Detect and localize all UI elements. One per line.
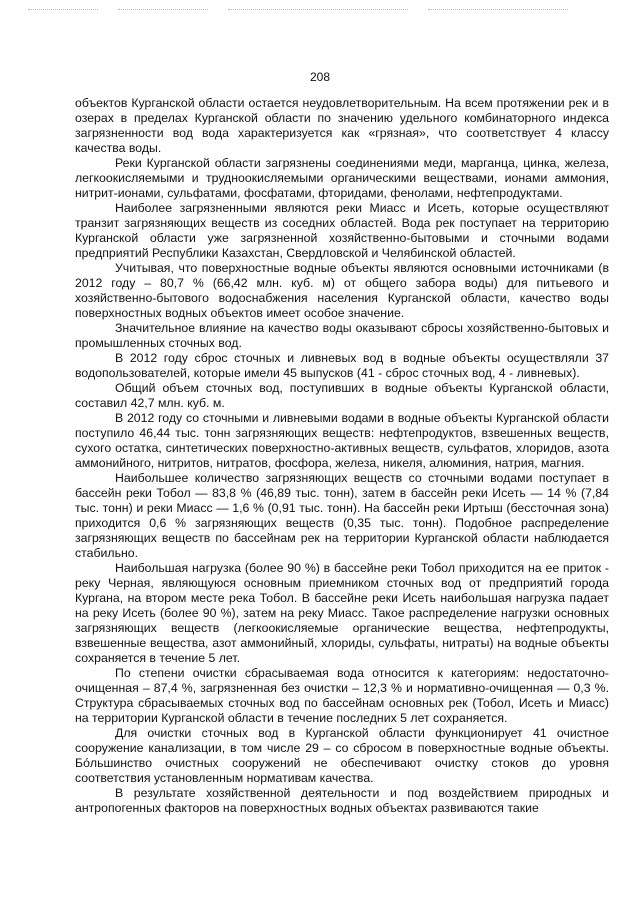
paragraph: В 2012 году сброс сточных и ливневых вод в водные объекты осуществляли 37 водопользователей, которые имели 45 выпусков (41 - сброс сточных вод, 4 - ливневых). [75, 351, 609, 380]
scan-artifact-line [118, 9, 208, 10]
paragraph: Для очистки сточных вод в Курганской области функционирует 41 очистное сооружение канализации, в том числе 29 – со сбросом в поверхностные водные объекты. Бóльшинство очистных сооружений не обеспечивают очистку стоков до уровня соответствия установленным нормативам качества. [75, 726, 609, 785]
paragraph: объектов Курганской области остается неудовлетворительным. На всем протяжении рек и в озерах в пределах Курганской области по значению удельного комбинаторного индекса загрязненности вод вода характеризуется как «грязная», что соответствует 4 классу качества воды. [75, 96, 609, 155]
text-body [75, 96, 609, 816]
paragraph: Общий объем сточных вод, поступивших в водные объекты Курганской области, составил 42,7 млн. куб. м. [75, 381, 609, 410]
page-number: 208 [309, 70, 331, 84]
paragraph: Наиболее загрязненными являются реки Миасс и Исеть, которые осуществляют транзит загрязняющих веществ из соседних областей. Вода рек поступает на территорию Курганской области уже загрязненной хозяйственно-бытовыми и сточными водами предприятий Республики Казахстан, Свердловской и Челябинской областей. [75, 201, 609, 260]
paragraph: Наибольшая нагрузка (более 90 %) в бассейне реки Тобол приходится на ее приток - реку Черная, являющуюся основным приемником сточных вод от предприятий города Кургана, на втором месте река Тобол. В бассейне реки Исеть наибольшая нагрузка падает на реку Исеть (более 90 %), затем на реку Миасс. Такое распределение нагрузки основных загрязняющих веществ (легкоокисляемые органические вещества, нефтепродукты, взвешенные вещества, азот аммонийный, хлориды, сульфаты, нитраты) на водные объекты сохраняется в течение 5 лет. [75, 561, 609, 665]
scan-artifact-line [428, 9, 568, 10]
paragraph: В результате хозяйственной деятельности и под воздействием природных и антропогенных факторов на поверхностных водных объектах развиваются такие [75, 786, 609, 815]
paragraph: По степени очистки сбрасываемая вода относится к категориям: недостаточно-очищенная – 87,4 %, загрязненная без очистки – 12,3 % и нормативно-очищенная — 0,3 %. Структура сбрасываемых сточных вод по бассейнам основных рек (Тобол, Исеть и Миасс) на территории Курганской области в течение последних 5 лет сохраняется. [75, 666, 609, 725]
paragraph: В 2012 году со сточными и ливневыми водами в водные объекты Курганской области поступило 46,44 тыс. тонн загрязняющих веществ: нефтепродуктов, взвешенных веществ, сухого остатка, синтетических поверхностно-активных веществ, сульфатов, хлоридов, азота аммонийного, нитритов, нитратов, фосфора, железа, никеля, алюминия, натрия, магния. [75, 411, 609, 470]
paragraph: Значительное влияние на качество воды оказывают сбросы хозяйственно-бытовых и промышленных сточных вод. [75, 321, 609, 350]
paragraph: Учитывая, что поверхностные водные объекты являются основными источниками (в 2012 году – 80,7 % (66,42 млн. куб. м) от общего забора воды) для питьевого и хозяйственно-бытового водоснабжения населения Курганской области, качество воды поверхностных водных объектов имеет особое значение. [75, 261, 609, 320]
paragraph: Реки Курганской области загрязнены соединениями меди, марганца, цинка, железа, легкоокисляемыми и трудноокисляемыми органическими веществами, ионами аммония, нитрит-ионами, сульфатами, фосфатами, фторидами, фенолами, нефтепродуктами. [75, 156, 609, 200]
scan-artifact-line [28, 9, 98, 10]
scan-artifact-line [228, 9, 408, 10]
paragraph: Наибольшее количество загрязняющих веществ со сточными водами поступает в бассейн реки Тобол — 83,8 % (46,89 тыс. тонн), затем в бассейн реки Исеть — 14 % (7,84 тыс. тонн) и реки Миасс — 1,6 % (0,91 тыс. тонн). На бассейн реки Иртыш (бессточная зона) приходится 0,6 % загрязняющих веществ (0,35 тыс. тонн). Подобное распределение загрязняющих веществ по бассейнам рек на территории Курганской области наблюдается стабильно. [75, 471, 609, 560]
